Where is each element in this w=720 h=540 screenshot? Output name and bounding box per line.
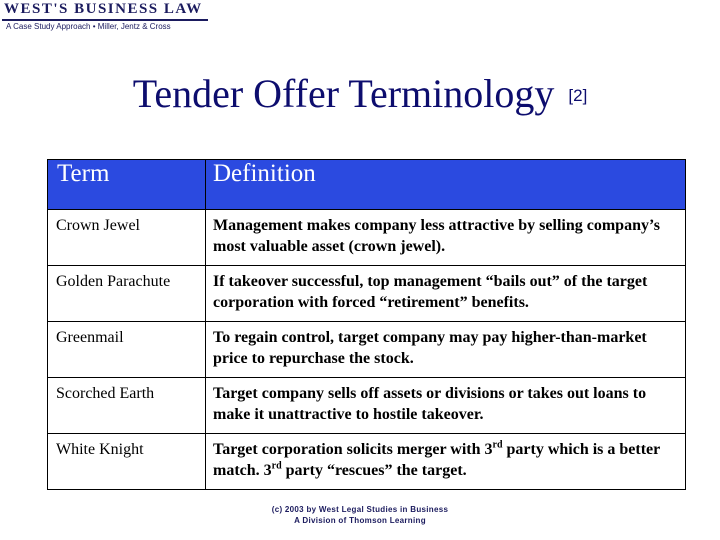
- table-row: [48, 266, 686, 322]
- term-cell: Crown Jewel: [48, 210, 206, 266]
- logo-subtitle: A Case Study Approach • Miller, Jentz & Cross: [6, 22, 171, 31]
- definition-text-1: Target corporation solicits merger with 3: [213, 441, 493, 458]
- logo-title: WEST'S BUSINESS LAW: [4, 1, 203, 17]
- terminology-table: [47, 159, 686, 490]
- definition-cell: To regain control, target company may pay higher-than-market price to repurchase the stock.: [206, 322, 686, 378]
- ordinal-suffix: rd: [492, 439, 503, 451]
- definition-cell: Target company sells off assets or divisions or takes out loans to make it unattractive to hostile takeover.: [206, 378, 686, 434]
- table-row: [48, 210, 686, 266]
- term-cell: White Knight: [48, 434, 206, 490]
- table-header-row: [48, 160, 686, 210]
- definition-cell: Management makes company less attractive by selling company’s most valuable asset (crown jewel).: [206, 210, 686, 266]
- slide-title: [0, 70, 720, 117]
- definition-cell: If takeover successful, top management “bails out” of the target corporation with forced “retirement” benefits.: [206, 266, 686, 322]
- header-definition: Definition: [206, 160, 686, 210]
- table-row: [48, 434, 686, 490]
- term-cell: Golden Parachute: [48, 266, 206, 322]
- definition-text-3: party “rescues” the target.: [281, 462, 467, 479]
- definition-text-2: party which is a better match. 3: [213, 441, 660, 479]
- term-cell: Scorched Earth: [48, 378, 206, 434]
- table-row: [48, 322, 686, 378]
- definition-cell: [206, 434, 686, 490]
- slide-title-text: Tender Offer Terminology: [132, 71, 555, 116]
- copyright-line: (c) 2003 by West Legal Studies in Business: [271, 505, 449, 514]
- table-row: [48, 378, 686, 434]
- ordinal-suffix: rd: [271, 460, 282, 472]
- copyright-footer: [0, 504, 720, 526]
- slide-title-suffix: [2]: [568, 86, 588, 105]
- term-cell: Greenmail: [48, 322, 206, 378]
- publisher-logo: [2, 0, 208, 33]
- header-term: Term: [48, 160, 206, 210]
- publisher-line: A Division of Thomson Learning: [294, 516, 426, 525]
